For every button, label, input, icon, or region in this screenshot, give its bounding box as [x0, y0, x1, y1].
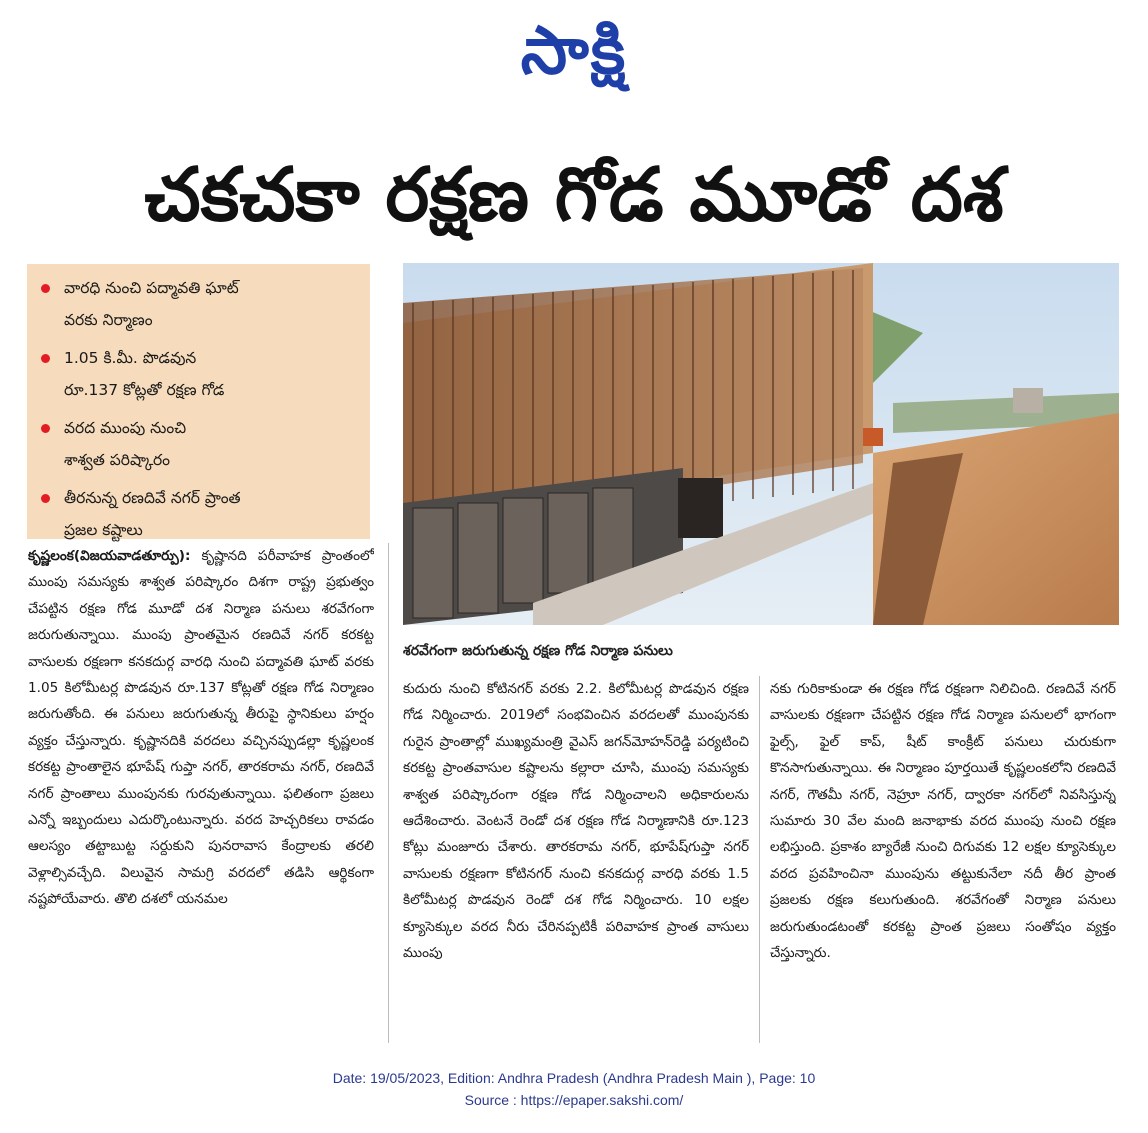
column-divider: [388, 543, 389, 1043]
bullet-icon: [41, 424, 50, 433]
article-column-3: నకు గురికాకుండా ఈ రక్షణ గోడ రక్షణగా నిలిచింది. రణదివే నగర్ వాసులకు రక్షణగా చేపట్టిన రక్షణ గోడ నిర్మాణ పనులలో భాగంగా ఫైల్స్, ఫైల్ కాప్, షీట్ కాంక్రీట్ పనులు చురుకుగా కొనసాగుతున్నాయి. ఈ నిర్మాణం పూర్తయితే కృష్ణలంకలోని రణదివే నగర్, గౌతమీ నగర్, నెహ్రూ నగర్, ద్వారకా నగర్‌లో నివసిస్తున్న సుమారు 30 వేల మంది జనాభాకు వరద ముంపు నుంచి రక్షణ లభిస్తుంది. ప్రకాశం బ్యారేజీ నుంచి దిగువకు 12 లక్షల క్యూసెక్కుల వరద ప్రవహించినా ముంపును తట్టుకునేలా నదీ తీర ప్రాంత ప్రజలకు రక్షణ కలుగుతుంది. శరవేగంతో నిర్మాణ పనులు జరుగుతుండటంతో కరకట్ట ప్రాంత ప్రజలు సంతోషం వ్యక్తం చేస్తున్నారు.: [770, 681, 1116, 962]
dateline: కృష్ణలంక(విజయవాడతూర్పు):: [28, 548, 191, 564]
highlight-line: వరకు నిర్మాణం: [64, 311, 153, 329]
construction-scene-illustration: [403, 263, 1119, 625]
bullet-icon: [41, 354, 50, 363]
bullet-icon: [41, 284, 50, 293]
highlights-box: [27, 264, 370, 539]
article-column-1: [28, 543, 374, 1043]
highlight-line: వరద ముంపు నుంచి: [64, 419, 187, 437]
footer-source: Source : https://epaper.sakshi.com/: [464, 1092, 684, 1108]
highlight-line: వారధి నుంచి పద్మావతి ఘాట్: [64, 279, 239, 297]
footer-date-edition: Date: 19/05/2023, Edition: Andhra Pradesh (Andhra Pradesh Main ), Page: 10: [332, 1070, 816, 1086]
headline: చకచకా రక్షణ గోడ మూడో దశ: [144, 152, 1004, 238]
bullet-icon: [41, 494, 50, 503]
masthead: [0, 11, 1148, 98]
highlight-line: 1.05 కి.మీ. పొడవున: [64, 349, 197, 367]
photo-caption: శరవేగంగా జరుగుతున్న రక్షణ గోడ నిర్మాణ పనులు: [403, 643, 673, 659]
highlight-line: ప్రజల కష్టాలు: [64, 521, 143, 539]
highlight-line: తీరనున్న రణదివే నగర్ ప్రాంత: [64, 489, 241, 507]
highlight-item: [41, 272, 360, 336]
construction-photo: [403, 263, 1119, 625]
sakshi-logo: సాక్షి: [520, 11, 628, 89]
column-divider: [759, 676, 760, 1043]
highlight-item: [41, 482, 360, 546]
highlight-item: [41, 412, 360, 476]
article-text: కృష్ణానది పరీవాహక ప్రాంతంలో ముంపు సమస్యకు శాశ్వత పరిష్కారం దిశగా రాష్ట్ర ప్రభుత్వం చేపట్టిన రక్షణ గోడ మూడో దశ నిర్మాణ పనులు శరవేగంగా జరుగుతున్నాయి. ముంపు ప్రాంతమైన రణదివే నగర్ కరకట్ట వాసులకు రక్షణగా కనకదుర్గ వారధి నుంచి పద్మావతి ఘాట్ వరకు 1.05 కిలోమీటర్ల పొడవున రూ.137 కోట్లతో రక్షణ గోడ నిర్మాణం జరుగుతోంది. ఈ పనులు జరుగుతున్న తీరుపై స్థానికులు హర్షం వ్యక్తం చేస్తున్నారు. కృష్ణానదికి వరదలు వచ్చినప్పుడల్లా కృష్ణలంక కరకట్ట ప్రాంతాలైన భూపేష్ గుప్తా నగర్, తారకరామ నగర్, రణదివే నగర్ ప్రాంతాలు ముంపునకు గురవుతున్నాయి. ఫలితంగా ప్రజలు ఎన్నో ఇబ్బందులు ఎదుర్కొంటున్నారు. వరద హెచ్చరికలు రావడం ఆలస్యం తట్టాబుట్ట సర్దుకుని పునరావాస కేంద్రాలకు తరలి వెళ్లాల్సివచ్చేది. విలువైన సామగ్రి వరదలో తడిసి ఆర్థికంగా నష్టపోయేవారు. తొలి దశలో యనమల: [28, 548, 374, 908]
highlight-line: రూ.137 కోట్లతో రక్షణ గోడ: [64, 381, 225, 399]
article-column-2: కుదురు నుంచి కోటినగర్ వరకు 2.2. కిలోమీటర్ల పొడవున రక్షణ గోడ నిర్మించారు. 2019లో సంభవించిన వరదలతో ముంపునకు గురైన ప్రాంతాల్లో ముఖ్యమంత్రి వైఎస్ జగన్‌మోహన్‌రెడ్డి పర్యటించి కరకట్ట ప్రాంతవాసుల కష్టాలను కల్లారా చూసి, ముంపు సమస్యకు శాశ్వత పరిష్కారంగా రక్షణ గోడ నిర్మించాలని అధికారులను ఆదేశించారు. వెంటనే రెండో దశ రక్షణ గోడ నిర్మాణానికి రూ.123 కోట్లు మంజూరు చేశారు. తారకరామ నగర్, భూపేష్‌గుప్తా నగర్ వాసులకు రక్షణగా కోటినగర్ నుంచి కనకదుర్గ వారధి వరకు 1.5 కిలోమీటర్ల పొడవున రెండో దశ గోడ నిర్మించారు. 10 లక్షల క్యూసెక్కుల వరద నీరు చేరినప్పటికీ పరివాహక ప్రాంత వాసులు ముంపు: [403, 681, 749, 962]
highlight-item: [41, 342, 360, 406]
highlight-line: శాశ్వత పరిష్కారం: [64, 451, 171, 469]
